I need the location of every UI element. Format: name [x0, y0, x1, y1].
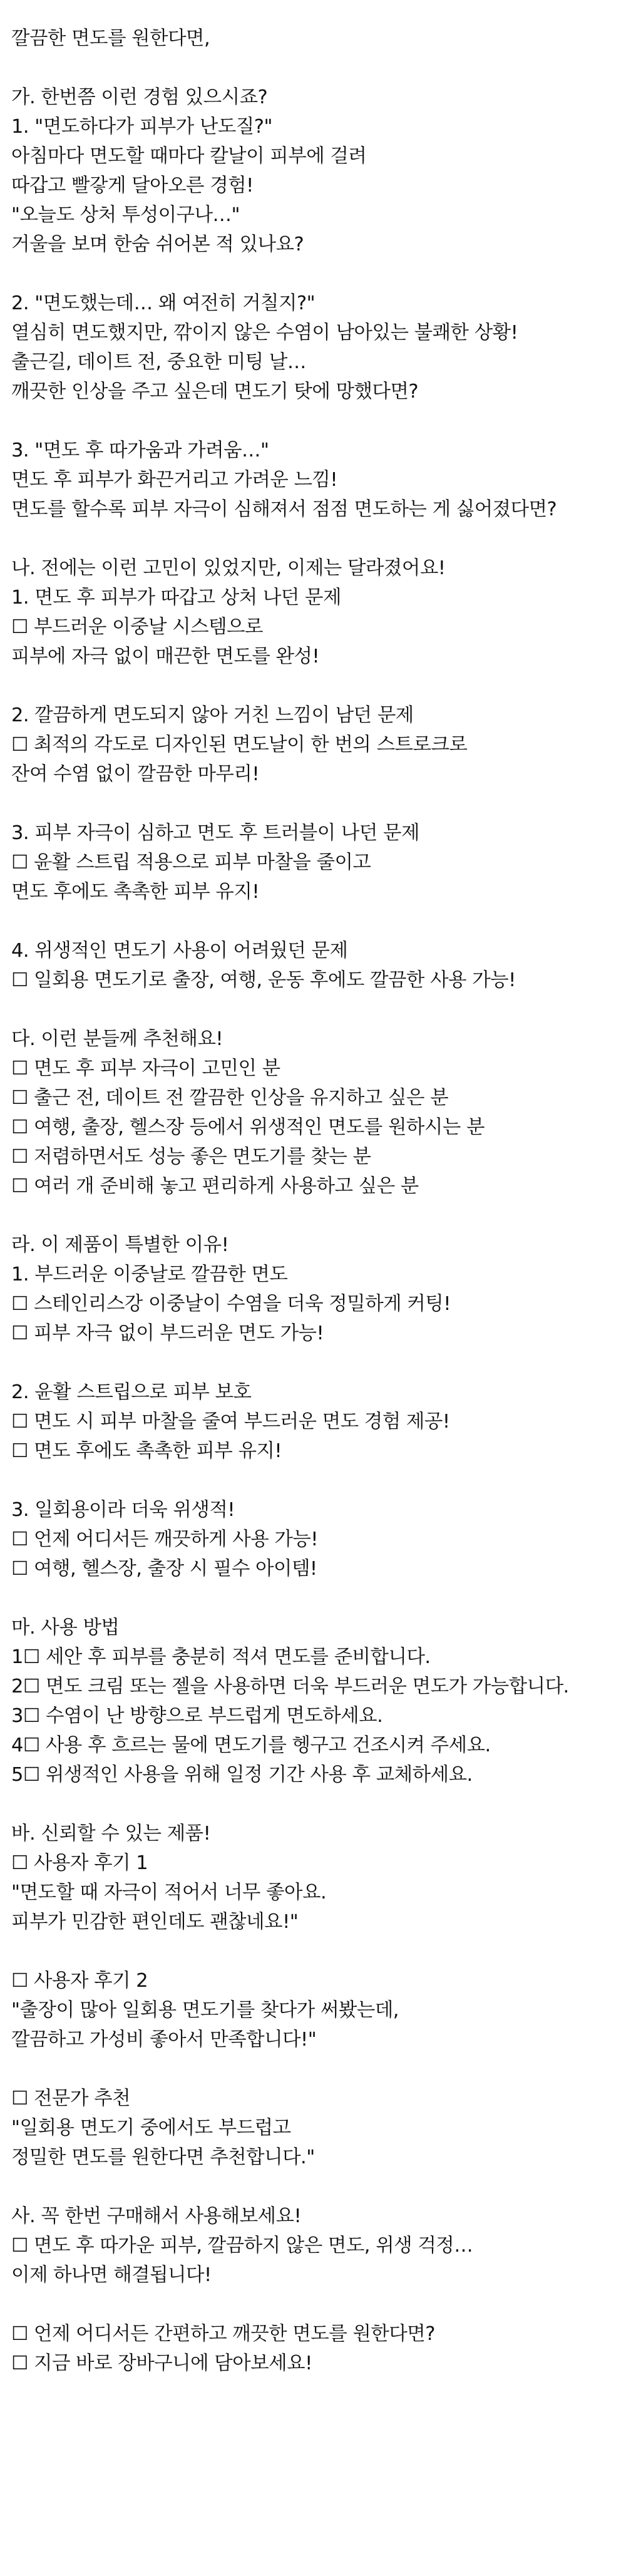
text-line: ☐ 저렴하면서도 성능 좋은 면도기를 찾는 분	[11, 1146, 371, 1168]
text-line: ☐ 윤활 스트립 적용으로 피부 마찰을 줄이고	[11, 852, 371, 873]
spacer	[11, 671, 601, 701]
section-heading: 다. 이런 분들께 추천해요!	[11, 1028, 223, 1050]
text-line: 4. 위생적인 면도기 사용이 어려웠던 문제	[11, 940, 348, 962]
text-line: "출장이 많아 일회용 면도기를 찾다가 써봤는데,	[11, 1999, 399, 2021]
intro-line: 깔끔한 면도를 원한다면,	[11, 28, 210, 49]
spacer	[11, 1348, 601, 1378]
text-line: ☐ 최적의 각도로 디자인된 면도날이 한 번의 스트로크로	[11, 734, 468, 756]
sections-container	[11, 83, 601, 2378]
spacer	[11, 2172, 601, 2202]
spacer	[11, 53, 601, 83]
section-heading: 나. 전에는 이런 고민이 있었지만, 이제는 달라졌어요!	[11, 557, 446, 579]
spacer	[11, 406, 601, 436]
spacer	[11, 1201, 601, 1230]
text-line: ☐ 스테인리스강 이중날이 수염을 더욱 정밀하게 커팅!	[11, 1293, 451, 1315]
spacer	[11, 524, 601, 554]
spacer	[11, 907, 601, 936]
section-heading: 라. 이 제품이 특별한 이유!	[11, 1234, 229, 1256]
text-line: 4☐ 사용 후 흐르는 물에 면도기를 헹구고 건조시켜 주세요.	[11, 1734, 491, 1756]
spacer	[11, 1937, 601, 1966]
section-heading: 가. 한번쯤 이런 경험 있으시죠?	[11, 86, 268, 108]
text-line: 1☐ 세안 후 피부를 충분히 적셔 면도를 준비합니다.	[11, 1646, 431, 1668]
section-heading: 바. 신뢰할 수 있는 제품!	[11, 1823, 211, 1845]
section	[11, 2202, 601, 2378]
text-line: ☐ 면도 후에도 촉촉한 피부 유지!	[11, 1440, 282, 1462]
text-line: ☐ 면도 후 따가운 피부, 깔끔하지 않은 면도, 위생 걱정…	[11, 2235, 473, 2257]
text-line: ☐ 부드러운 이중날 시스템으로	[11, 616, 263, 638]
text-line: 깨끗한 인상을 주고 싶은데 면도기 탓에 망했다면?	[11, 381, 419, 403]
text-line: 출근길, 데이트 전, 중요한 미팅 날…	[11, 351, 306, 373]
section	[11, 1819, 601, 2172]
text-line: 깔끔하고 가성비 좋아서 만족합니다!"	[11, 2029, 317, 2051]
spacer	[11, 995, 601, 1024]
spacer	[11, 259, 601, 289]
text-line: "오늘도 상처 투성이구나…"	[11, 204, 240, 226]
text-line: 아침마다 면도할 때마다 칼날이 피부에 걸려	[11, 145, 367, 167]
text-line: 면도 후 피부가 화끈거리고 가려운 느낌!	[11, 469, 338, 491]
text-line: "면도할 때 자극이 적어서 너무 좋아요.	[11, 1882, 327, 1904]
section	[11, 83, 601, 524]
section	[11, 1613, 601, 1790]
text-line: 2. 윤활 스트립으로 피부 보호	[11, 1381, 252, 1403]
text-line: ☐ 사용자 후기 2	[11, 1970, 148, 1992]
text-line: ☐ 여러 개 준비해 놓고 편리하게 사용하고 싶은 분	[11, 1175, 419, 1197]
text-line: ☐ 사용자 후기 1	[11, 1852, 148, 1874]
text-line: 3☐ 수염이 난 방향으로 부드럽게 면도하세요.	[11, 1705, 383, 1727]
text-line: 잔여 수염 없이 깔끔한 마무리!	[11, 763, 260, 785]
spacer	[11, 789, 601, 818]
text-line: ☐ 일회용 면도기로 출장, 여행, 운동 후에도 깔끔한 사용 가능!	[11, 969, 516, 991]
section	[11, 1230, 601, 1584]
section	[11, 554, 601, 995]
spacer	[11, 2290, 601, 2319]
text-line: 이제 하나면 해결됩니다!	[11, 2264, 212, 2286]
text-line: ☐ 면도 후 피부 자극이 고민인 분	[11, 1058, 280, 1079]
text-line: 3. "면도 후 따가움과 가려움…"	[11, 440, 269, 461]
text-line: 1. 면도 후 피부가 따갑고 상처 나던 문제	[11, 587, 341, 609]
text-line: 면도를 할수록 피부 자극이 심해져서 점점 면도하는 게 싫어졌다면?	[11, 498, 557, 520]
text-line: 따갑고 빨갛게 달아오른 경험!	[11, 175, 254, 197]
text-line: 2☐ 면도 크림 또는 젤을 사용하면 더욱 부드러운 면도가 가능합니다.	[11, 1676, 569, 1698]
text-line: ☐ 면도 시 피부 마찰을 줄여 부드러운 면도 경험 제공!	[11, 1411, 450, 1433]
text-line: 면도 후에도 촉촉한 피부 유지!	[11, 881, 260, 903]
text-line: ☐ 여행, 출장, 헬스장 등에서 위생적인 면도를 원하시는 분	[11, 1116, 485, 1138]
text-line: ☐ 출근 전, 데이트 전 깔끔한 인상을 유지하고 싶은 분	[11, 1087, 449, 1109]
text-line: 피부가 민감한 편인데도 괜찮네요!"	[11, 1911, 299, 1933]
spacer	[11, 1466, 601, 1495]
text-line: 정밀한 면도를 원한다면 추천합니다."	[11, 2146, 315, 2168]
section	[11, 1024, 601, 1201]
text-line: 2. 깔끔하게 면도되지 않아 거친 느낌이 남던 문제	[11, 704, 414, 726]
spacer	[11, 1584, 601, 1613]
spacer	[11, 2054, 601, 2084]
text-line: ☐ 전문가 추천	[11, 2088, 131, 2110]
text-line: "일회용 면도기 중에서도 부드럽고	[11, 2117, 291, 2139]
text-line: ☐ 지금 바로 장바구니에 담아보세요!	[11, 2352, 312, 2374]
spacer	[11, 1790, 601, 1819]
text-line: ☐ 여행, 헬스장, 출장 시 필수 아이템!	[11, 1558, 317, 1580]
text-line: 1. "면도하다가 피부가 난도질?"	[11, 116, 273, 138]
text-line: ☐ 언제 어디서든 간편하고 깨끗한 면도를 원한다면?	[11, 2323, 435, 2345]
section-heading: 사. 꼭 한번 구매해서 사용해보세요!	[11, 2205, 302, 2227]
text-line: 3. 일회용이라 더욱 위생적!	[11, 1499, 235, 1521]
text-line: ☐ 언제 어디서든 깨끗하게 사용 가능!	[11, 1528, 319, 1550]
section-heading: 마. 사용 방법	[11, 1617, 120, 1639]
text-line: 3. 피부 자극이 심하고 면도 후 트러블이 나던 문제	[11, 822, 419, 844]
text-line: 5☐ 위생적인 사용을 위해 일정 기간 사용 후 교체하세요.	[11, 1764, 473, 1786]
text-line: 1. 부드러운 이중날로 깔끔한 면도	[11, 1264, 288, 1285]
text-line: 피부에 자극 없이 매끈한 면도를 완성!	[11, 646, 320, 667]
text-line: ☐ 피부 자극 없이 부드러운 면도 가능!	[11, 1322, 324, 1344]
text-line: 2. "면도했는데… 왜 여전히 거칠지?"	[11, 292, 316, 314]
text-line: 열심히 면도했지만, 깎이지 않은 수염이 남아있는 불쾌한 상황!	[11, 322, 518, 344]
text-line: 거울을 보며 한숨 쉬어본 적 있나요?	[11, 234, 304, 255]
